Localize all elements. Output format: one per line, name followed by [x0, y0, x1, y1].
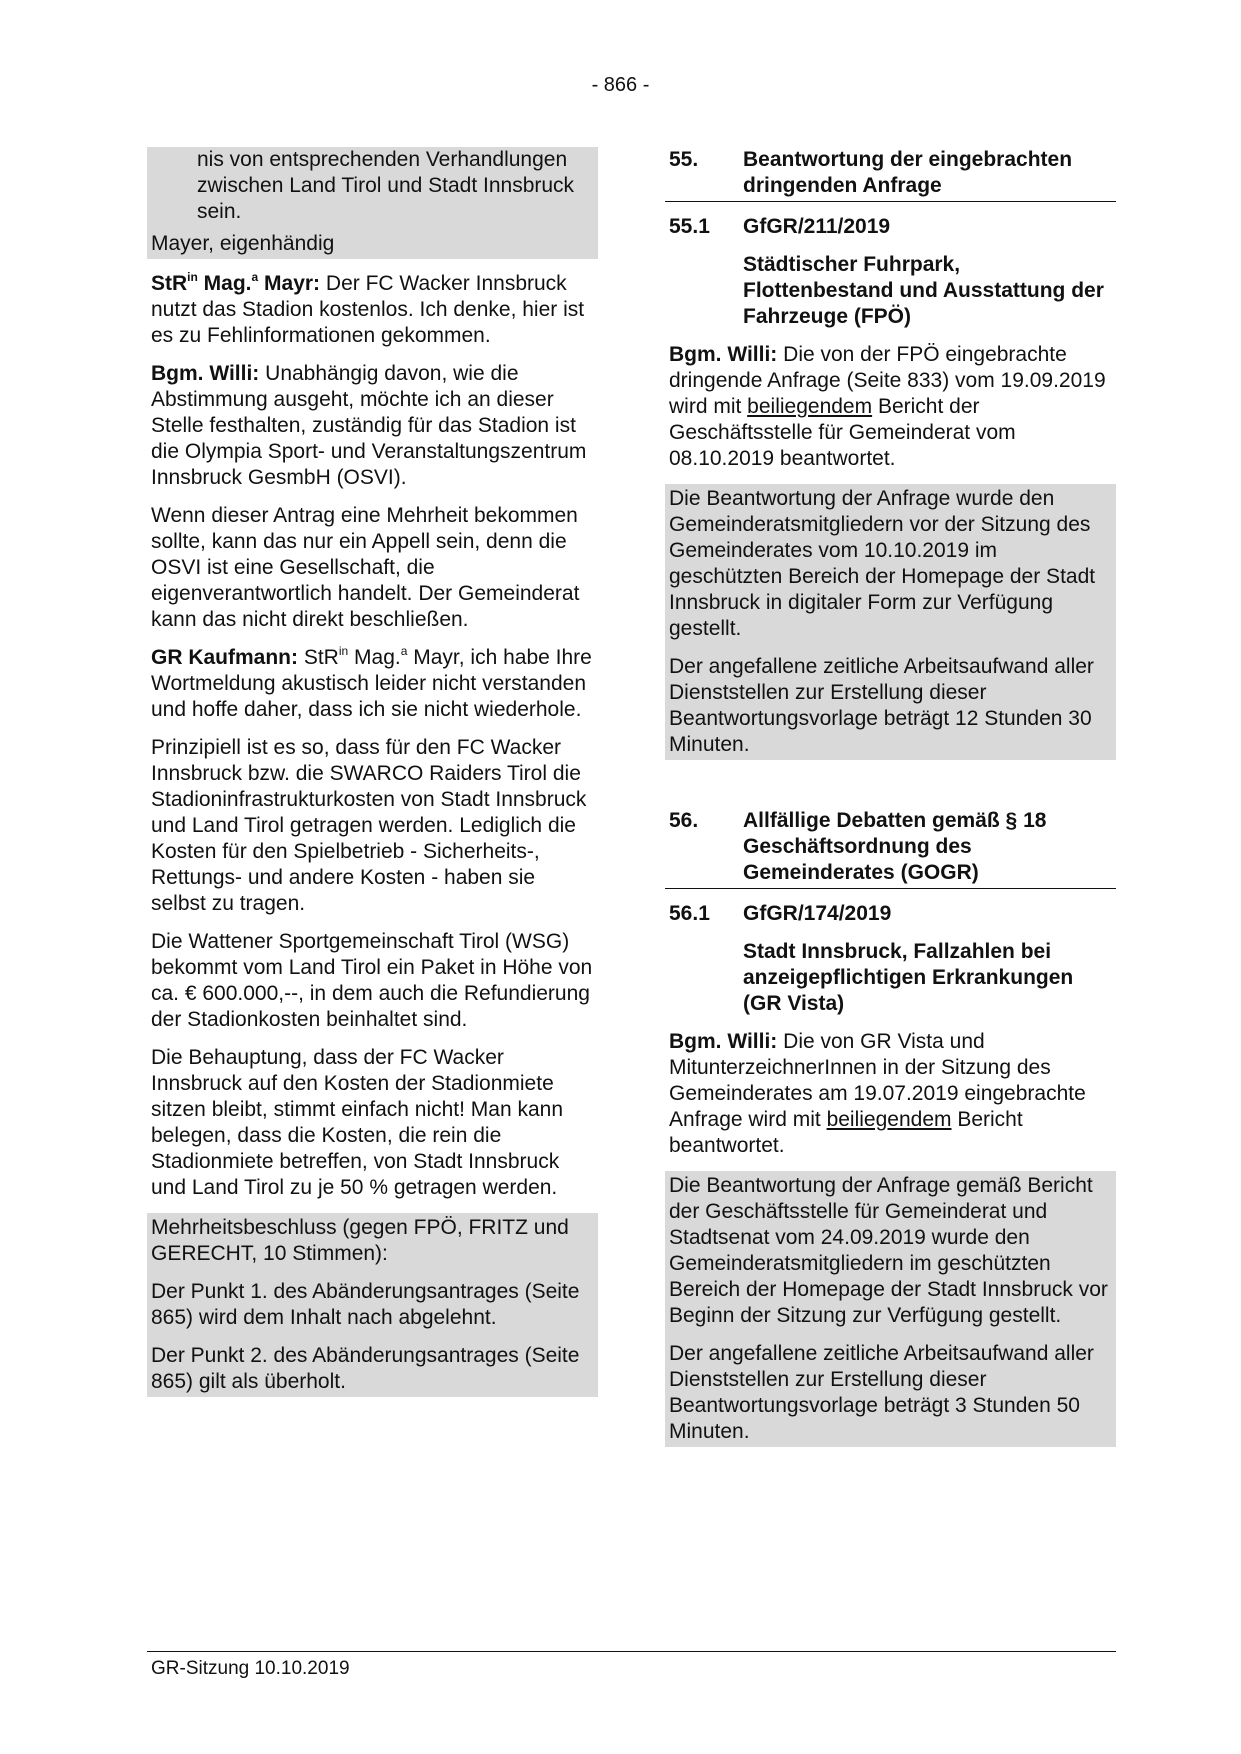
right-column	[665, 147, 1116, 1459]
speaker-name: Bgm. Willi:	[151, 362, 260, 385]
paragraph: Die Wattener Sportgemeinschaft Tirol (WSG) bekommt vom Land Tirol ein Paket in Höhe von ca. € 600.000,--, in dem auch die Refundierung der Stadionkosten beinhaltet sind.	[151, 930, 593, 1031]
section-heading-56: 56. Allfällige Debatten gemäß § 18 Geschäftsordnung des Gemeinderates (GOGR)	[665, 808, 1116, 889]
speaker-name: Bgm. Willi:	[669, 343, 778, 366]
footer-session-date: GR-Sitzung 10.10.2019	[151, 1658, 350, 1679]
shaded-block-resolution	[147, 1213, 598, 1397]
shaded-block-mayer	[147, 147, 598, 259]
resolution-text: Der Punkt 2. des Abänderungsantrages (Seite 865) gilt als überholt.	[151, 1344, 580, 1393]
paragraph: Die Behauptung, dass der FC Wacker Innsbruck auf den Kosten der Stadionmiete sitzen bleibt, stimmt einfach nicht! Man kann belegen, dass die Kosten, die rein die Stadionmiete betreffen, von Stadt Innsbruck und Land Tirol zu je 50 % getragen werden.	[151, 1046, 564, 1199]
paragraph: Prinzipiell ist es so, dass für den FC Wacker Innsbruck bzw. die SWARCO Raiders Tirol die Stadioninfrastrukturkosten von Stadt Innsbruck und Land Tirol getragen werden. Lediglich die Kosten für den Spielbetrieb - Sicherheits-, Rettungs- und andere Kosten - haben sie selbst zu tragen.	[151, 736, 587, 915]
paragraph-kaufmann: GR Kaufmann: StR$^{in}$ Mag.$^a$ Mayr, ich habe Ihre Wortmeldung akustisch leider nicht verstanden und hoffe daher, dass ich sie nicht wiederhole.	[151, 644, 592, 721]
subsection-subtitle: Stadt Innsbruck, Fallzahlen bei anzeigepflichtigen Erkrankungen (GR Vista)	[743, 940, 1074, 1015]
speaker-name: StR$^{in}$ Mag.$^a$ Mayr:	[151, 270, 321, 295]
speech-text: Der FC Wacker Innsbruck nutzt das Stadion kostenlos. Ich denke, hier ist es zu Fehlinformationen gekommen.	[151, 272, 585, 347]
speaker-name: GR Kaufmann:	[151, 646, 298, 669]
subsection-heading-55-1: 55.1 GfGR/211/2019	[669, 215, 891, 238]
shaded-block-answer-56	[665, 1171, 1116, 1447]
paragraph: Die Beantwortung der Anfrage gemäß Bericht der Geschäftsstelle für Gemeinderat und Stadtsenat vom 24.09.2019 wurde den Gemeinderatsmitgliedern im geschützten Bereich der Homepage der Stadt Innsbruck vor Beginn der Sitzung zur Verfügung gestellt.	[669, 1174, 1108, 1327]
section-heading-55: 55. Beantwortung der eingebrachten dringenden Anfrage	[665, 147, 1116, 202]
paragraph: nis von entsprechenden Verhandlungen zwischen Land Tirol und Stadt Innsbruck sein.	[197, 148, 575, 223]
subsection-subtitle: Städtischer Fuhrpark, Flottenbestand und Ausstattung der Fahrzeuge (FPÖ)	[743, 253, 1104, 328]
paragraph: Wenn dieser Antrag eine Mehrheit bekommen sollte, kann das nur ein Appell sein, denn die OSVI ist eine Gesellschaft, die eigenverantwortlich handelt. Der Gemeinderat kann das nicht direkt beschließen.	[151, 504, 580, 631]
paragraph-mayr	[147, 271, 598, 349]
resolution-text: Der Punkt 1. des Abänderungsantrages (Seite 865) wird dem Inhalt nach abgelehnt.	[151, 1280, 580, 1329]
left-column	[147, 147, 598, 1409]
resolution-text: Mehrheitsbeschluss (gegen FPÖ, FRITZ und GERECHT, 10 Stimmen):	[151, 1216, 569, 1265]
speaker-name: Bgm. Willi:	[669, 1030, 778, 1053]
signature-note: Mayer, eigenhändig	[151, 232, 335, 255]
paragraph: Die Beantwortung der Anfrage wurde den Gemeinderatsmitgliedern vor der Sitzung des Gemeinderates vom 10.10.2019 im geschützten Bereich der Homepage der Stadt Innsbruck in digitaler Form zur Verfügung gestellt.	[669, 487, 1096, 640]
paragraph-willi	[147, 361, 598, 491]
paragraph: Der angefallene zeitliche Arbeitsaufwand aller Dienststellen zur Erstellung dieser Beantwortungsvorlage beträgt 12 Stunden 30 Minuten.	[669, 655, 1094, 756]
page-number: - 866 -	[591, 74, 650, 96]
paragraph-willi: Bgm. Willi: Die von GR Vista und MitunterzeichnerInnen in der Sitzung des Gemeinderates am 19.07.2019 eingebrachte Anfrage wird mit beiliegendem Bericht beantwortet.	[669, 1030, 1086, 1157]
speech-text: Unabhängig davon, wie die Abstimmung ausgeht, möchte ich an dieser Stelle festhalten, zuständig für das Stadion ist die Olympia Sport- und Veranstaltungszentrum Innsbruck GesmbH (OSVI).	[151, 362, 587, 489]
subsection-heading-56-1: 56.1 GfGR/174/2019	[669, 902, 892, 925]
shaded-block-answer-55	[665, 484, 1116, 760]
footer-divider	[147, 1651, 1116, 1652]
paragraph-willi: Bgm. Willi: Die von der FPÖ eingebrachte dringende Anfrage (Seite 833) vom 19.09.2019 wird mit beiliegendem Bericht der Geschäftsstelle für Gemeinderat vom 08.10.2019 beantwortet.	[669, 343, 1106, 470]
paragraph: Der angefallene zeitliche Arbeitsaufwand aller Dienststellen zur Erstellung dieser Beantwortungsvorlage beträgt 3 Stunden 50 Minuten.	[669, 1342, 1094, 1443]
